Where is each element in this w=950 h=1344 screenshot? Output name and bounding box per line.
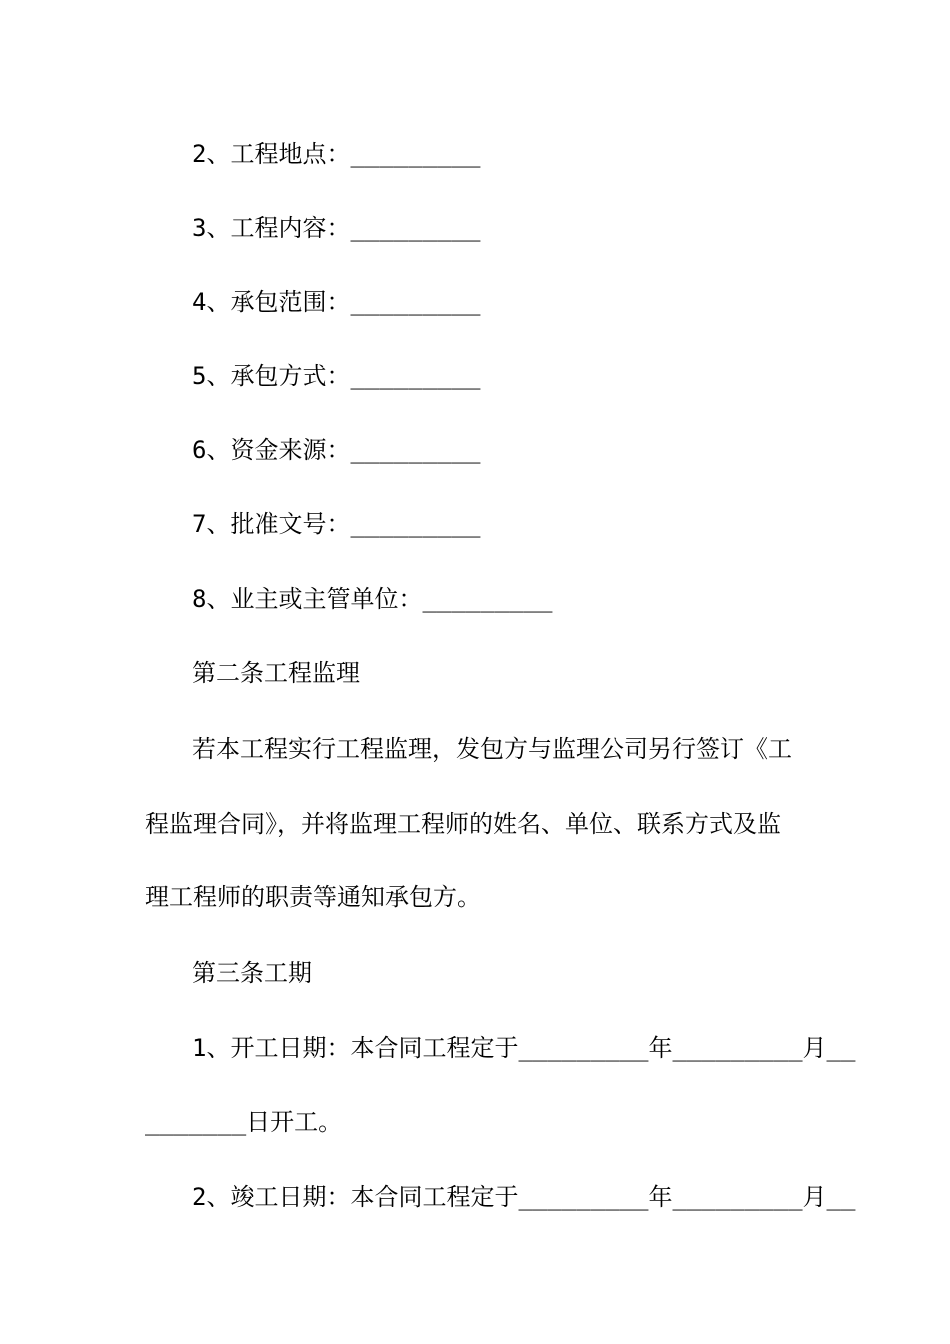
article-3-heading: 第三条工期	[192, 959, 312, 987]
item-approval-number: 7、批准文号：_________	[192, 510, 481, 538]
item-project-content: 3、工程内容：_________	[192, 214, 481, 242]
start-date-line-1: 1、开工日期：本合同工程定于_________年_________月__	[192, 1034, 856, 1062]
item-contract-method: 5、承包方式：_________	[192, 362, 481, 390]
completion-date-line-1: 2、竣工日期：本合同工程定于_________年_________月__	[192, 1183, 856, 1211]
article-2-paragraph-line-1: 若本工程实行工程监理，发包方与监理公司另行签订《工	[192, 735, 792, 763]
article-2-paragraph-line-2: 程监理合同》，并将监理工程师的姓名、单位、联系方式及监	[145, 810, 781, 838]
item-owner-unit: 8、业主或主管单位：_________	[192, 585, 553, 613]
article-2-paragraph-line-3: 理工程师的职责等通知承包方。	[145, 883, 481, 911]
article-2-heading: 第二条工程监理	[192, 659, 360, 687]
item-contract-scope: 4、承包范围：_________	[192, 288, 481, 316]
item-project-location: 2、工程地点：_________	[192, 140, 481, 168]
item-funding-source: 6、资金来源：_________	[192, 436, 481, 464]
start-date-line-2: _______日开工。	[145, 1108, 343, 1136]
